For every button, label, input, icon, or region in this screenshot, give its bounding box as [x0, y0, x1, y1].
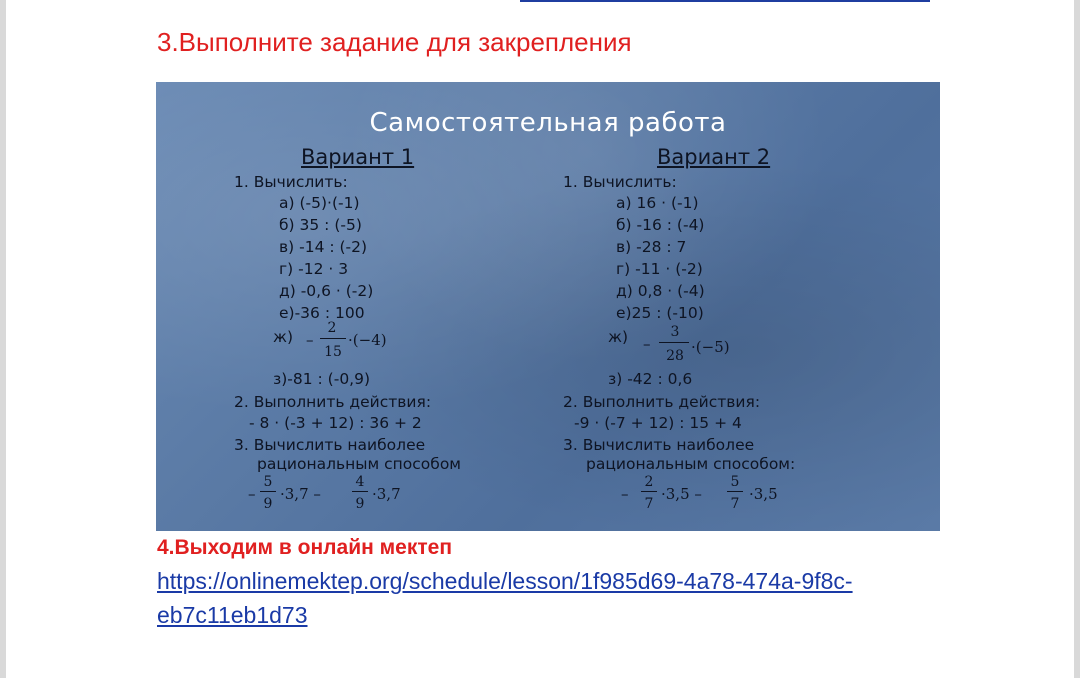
v1-task1-label: 1. Вычислить: — [234, 173, 348, 191]
v2-zh-numerator: 3 — [670, 324, 680, 340]
section-4-heading: 4.Выходим в онлайн мектеп — [157, 536, 453, 559]
v2-zh-tail: ·(−5) — [691, 338, 730, 356]
worksheet-slide-image — [156, 82, 940, 531]
v2-item-d: д) 0,8 · (-4) — [616, 282, 705, 300]
v2-zh-minus: – — [643, 335, 651, 353]
v2-t3-num2: 5 — [730, 474, 740, 490]
v2-t3-num1: 2 — [644, 474, 654, 490]
v1-zh-numerator: 2 — [327, 320, 337, 336]
v2-task3-label-line1: 3. Вычислить наиболее — [563, 436, 755, 454]
v2-item-v: в) -28 : 7 — [616, 238, 687, 256]
v2-t3-bar2 — [727, 491, 743, 492]
v2-task3-label-line2: рациональным способом: — [586, 455, 796, 473]
v1-item-z: з)-81 : (-0,9) — [273, 370, 371, 388]
v1-t3-bar2 — [352, 491, 368, 492]
v2-item-b: б) -16 : (-4) — [616, 216, 705, 234]
v1-item-e: е)-36 : 100 — [279, 304, 365, 322]
v1-item-v: в) -14 : (-2) — [279, 238, 368, 256]
v1-item-b: б) 35 : (-5) — [279, 216, 362, 234]
v1-t3-den2: 9 — [355, 496, 365, 512]
page-right-border — [1074, 0, 1080, 678]
v1-item-zh-label: ж) — [273, 328, 294, 346]
v2-t3-den1: 7 — [644, 496, 654, 512]
v1-zh-minus: – — [306, 331, 314, 349]
v2-t3-mid: ·3,5 – — [661, 485, 702, 503]
slide-title: Самостоятельная работа — [369, 108, 727, 138]
v1-item-g: г) -12 · 3 — [279, 260, 349, 278]
v2-t3-den2: 7 — [730, 496, 740, 512]
v2-task3-expression — [621, 474, 801, 516]
v2-t3-minus: – — [621, 485, 629, 503]
v1-item-a: а) (-5)·(-1) — [279, 194, 360, 212]
v1-task3-label-line2: рациональным способом — [257, 455, 461, 473]
v1-t3-num1: 5 — [263, 474, 273, 490]
v2-item-zh-label: ж) — [608, 328, 629, 346]
v2-item-z: з) -42 : 0,6 — [608, 370, 693, 388]
v1-t3-tail: ·3,7 — [372, 485, 401, 503]
v1-t3-num2: 4 — [355, 474, 365, 490]
v2-item-a: а) 16 · (-1) — [616, 194, 699, 212]
online-lesson-link-line2[interactable]: eb7c11eb1d73 — [157, 602, 308, 628]
variant-1-label: Вариант 1 — [301, 145, 415, 169]
v2-task2-label: 2. Выполнить действия: — [563, 393, 761, 411]
v2-t3-bar1 — [641, 491, 657, 492]
v2-item-g: г) -11 · (-2) — [616, 260, 703, 278]
v2-t3-tail: ·3,5 — [749, 485, 778, 503]
v1-task3-expression — [248, 474, 428, 516]
v1-zh-denominator: 15 — [324, 344, 342, 360]
previous-link-underline — [520, 0, 930, 2]
v1-zh-fraction-bar — [320, 338, 346, 339]
v2-zh-denominator: 28 — [666, 348, 684, 364]
v1-zh-tail: ·(−4) — [348, 331, 387, 349]
v1-t3-den1: 9 — [263, 496, 273, 512]
online-lesson-link-line1[interactable]: https://onlinemektep.org/schedule/lesson/1f985d69-4a78-474a-9f8c- — [157, 568, 853, 594]
section-3-heading: 3.Выполните задание для закрепления — [157, 27, 632, 57]
v1-item-zh-fraction — [306, 318, 416, 366]
v2-task2-expression: -9 · (-7 + 12) : 15 + 4 — [574, 414, 742, 432]
v2-zh-fraction-bar — [659, 342, 689, 343]
v1-task3-label-line1: 3. Вычислить наиболее — [234, 436, 426, 454]
variant-2-label: Вариант 2 — [657, 145, 771, 169]
v1-task2-expression: - 8 · (-3 + 12) : 36 + 2 — [249, 414, 422, 432]
v2-item-zh-fraction — [643, 322, 753, 370]
v2-task1-label: 1. Вычислить: — [563, 173, 677, 191]
v1-item-d: д) -0,6 · (-2) — [279, 282, 374, 300]
v1-t3-minus: – — [248, 485, 256, 503]
page-left-border — [0, 0, 6, 678]
v1-t3-bar1 — [260, 491, 276, 492]
v1-t3-mid: ·3,7 – — [280, 485, 321, 503]
v2-item-e: е)25 : (-10) — [616, 304, 704, 322]
v1-task2-label: 2. Выполнить действия: — [234, 393, 432, 411]
